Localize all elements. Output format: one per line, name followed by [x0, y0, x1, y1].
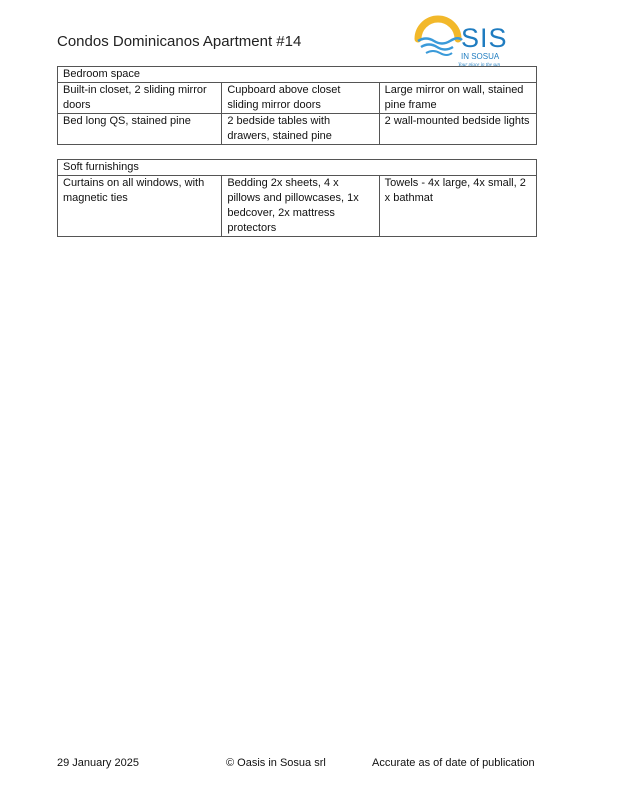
table-cell: 2 wall-mounted bedside lights [379, 114, 536, 145]
table-cell: Large mirror on wall, stained pine frame [379, 83, 536, 114]
footer-date: 29 January 2025 [57, 757, 139, 769]
table-heading: Soft furnishings [58, 160, 537, 176]
table-cell: Towels - 4x large, 4x small, 2 x bathmat [379, 176, 536, 237]
footer-copyright: © Oasis in Sosua srl [226, 757, 326, 769]
table-cell: Bed long QS, stained pine [58, 114, 222, 145]
soft-furnishings-table [57, 159, 537, 237]
table-cell: Cupboard above closet sliding mirror doors [222, 83, 379, 114]
table-heading: Bedroom space [58, 67, 537, 83]
table-row [58, 114, 537, 145]
logo-tagline: Your place in the sun [458, 63, 501, 67]
logo-subtext: IN SOSUA [461, 52, 500, 61]
page-title: Condos Dominicanos Apartment #14 [57, 33, 302, 50]
oasis-logo [412, 11, 536, 67]
table-cell: 2 bedside tables with drawers, stained pine [222, 114, 379, 145]
table-cell: Curtains on all windows, with magnetic ties [58, 176, 222, 237]
table-cell: Built-in closet, 2 sliding mirror doors [58, 83, 222, 114]
table-row [58, 176, 537, 237]
logo-wordmark: SIS [461, 23, 508, 53]
footer-note: Accurate as of date of publication [372, 757, 535, 769]
table-row [58, 83, 537, 114]
table-cell: Bedding 2x sheets, 4 x pillows and pillowcases, 1x bedcover, 2x mattress protectors [222, 176, 379, 237]
bedroom-space-table [57, 66, 537, 145]
table-heading-row [58, 67, 537, 83]
sun-logo-icon [412, 11, 536, 67]
table-heading-row [58, 160, 537, 176]
